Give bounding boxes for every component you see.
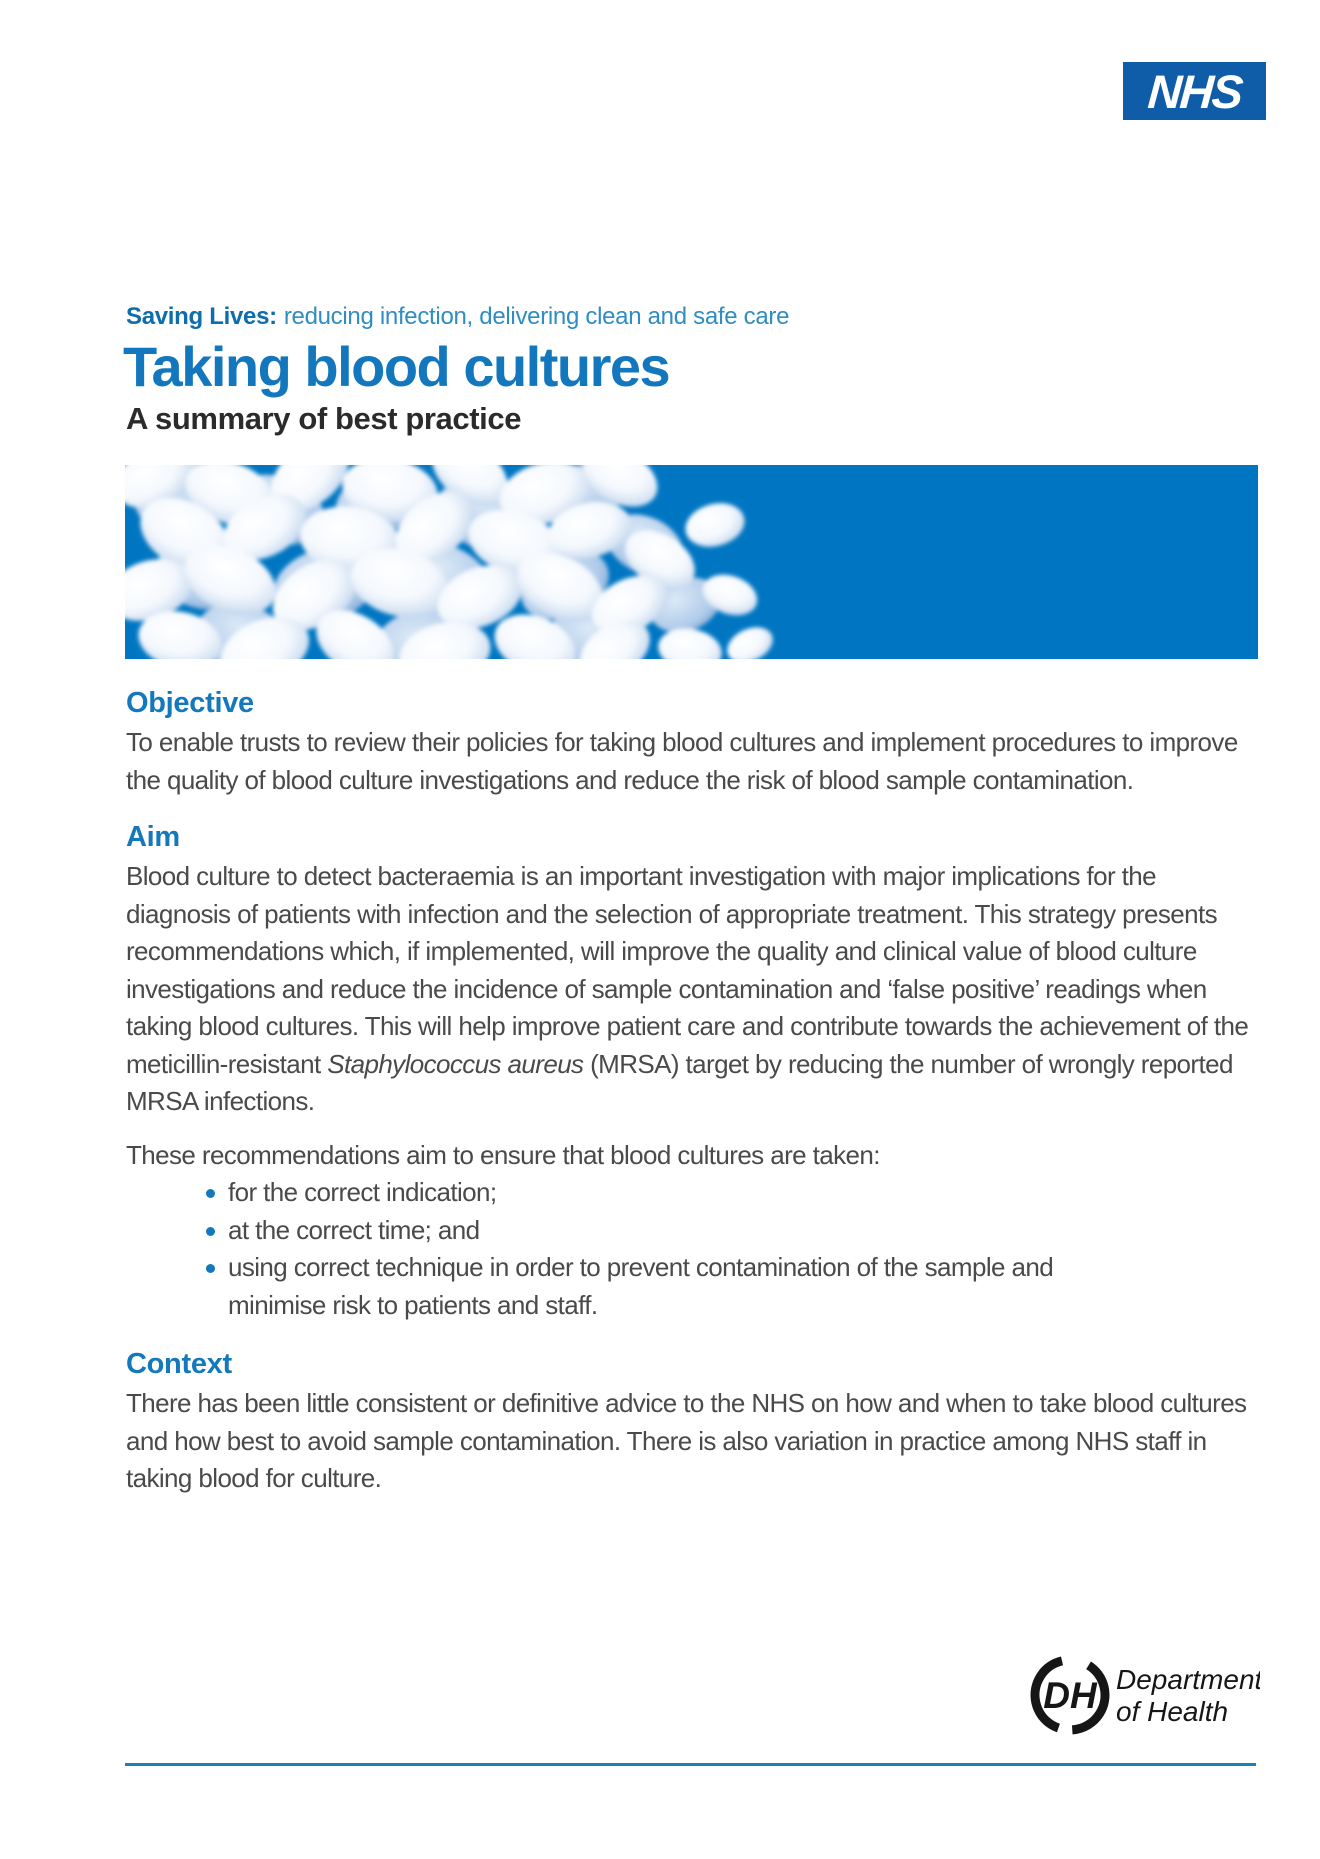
recommendations-intro: These recommendations aim to ensure that blood cultures are taken:	[126, 1139, 880, 1170]
document-body	[126, 687, 1266, 1520]
species-name-italic: Staphylococcus aureus	[327, 1048, 584, 1079]
list-item: at the correct time; and	[205, 1212, 1133, 1250]
aim-text-start: Blood culture to detect bacteraemia is an important investigation with major implications for the diagnosis of patients with infection and the selection of appropriate treatment. This strategy presents recommendations which, if implemented, will improve the quality and clinical value of blood culture investigations and reduce the incidence of sample contamination and ‘false positive’ readings when taking blood cultures. This will help improve patient care and contribute towards the achievement of the meticillin-resistant	[126, 861, 1249, 1079]
series-strapline	[126, 303, 789, 331]
list-item: using correct technique in order to prevent contamination of the sample and minimise risk to patients and staff.	[205, 1249, 1133, 1324]
context-heading: Context	[126, 1348, 232, 1380]
dh-name-line1: Department	[1116, 1664, 1260, 1695]
recommendations-list	[205, 1174, 1266, 1324]
nhs-logo	[1123, 62, 1266, 120]
aim-text-end: (MRSA) target by reducing the number of wrongly reported MRSA infections.	[126, 1048, 1233, 1116]
context-paragraph: There has been little consistent or definitive advice to the NHS on how and when to take blood cultures and how best to avoid sample contamination. There is also variation in practice among NHS staff in taking blood for culture.	[126, 1388, 1247, 1493]
bacteria-illustration	[125, 465, 1258, 659]
series-name: Saving Lives:	[126, 303, 277, 330]
objective-paragraph: To enable trusts to review their policies for taking blood cultures and implement procedures to improve the quality of blood culture investigations and reduce the risk of blood sample contamination.	[126, 727, 1238, 795]
aim-heading: Aim	[126, 821, 180, 853]
nhs-logo-text: NHS	[1146, 64, 1243, 118]
dh-roundel-icon	[1028, 1648, 1260, 1742]
page-subtitle: A summary of best practice	[126, 401, 522, 436]
page-title: Taking blood cultures	[123, 335, 670, 398]
dh-abbreviation: DH	[1043, 1675, 1097, 1716]
footer-rule	[125, 1763, 1256, 1766]
aim-paragraph	[126, 858, 1266, 1121]
department-of-health-logo	[1028, 1648, 1260, 1742]
list-item: for the correct indication;	[205, 1174, 1133, 1212]
dh-name-line2: of Health	[1116, 1696, 1229, 1727]
bacteria-banner-image	[125, 465, 1258, 659]
objective-heading: Objective	[126, 687, 254, 719]
series-tagline: reducing infection, delivering clean and safe care	[283, 303, 790, 330]
